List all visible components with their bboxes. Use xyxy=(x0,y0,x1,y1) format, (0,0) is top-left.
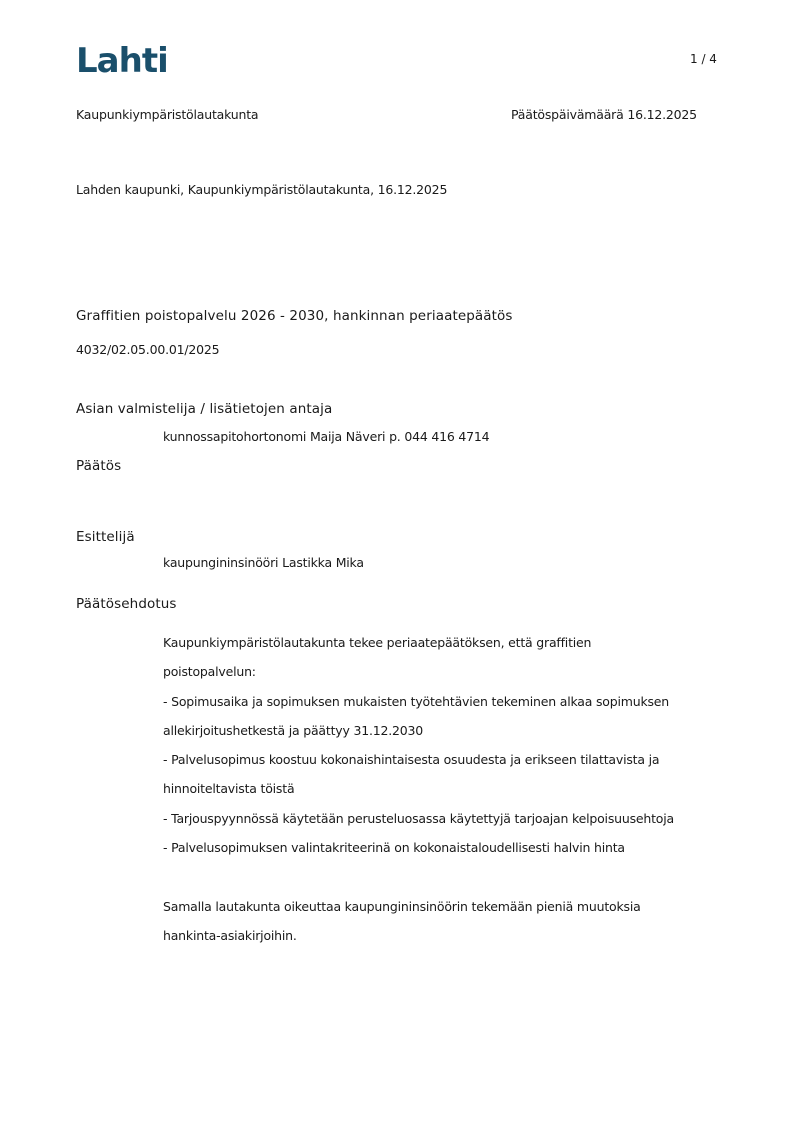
record-number: 4032/02.05.00.01/2025 xyxy=(76,342,220,357)
decision-date: Päätöspäivämäärä 16.12.2025 xyxy=(511,107,697,122)
preparer-heading: Asian valmistelija / lisätietojen antaja xyxy=(76,401,333,417)
proposal-line: - Sopimusaika ja sopimuksen mukaisten työtehtävien tekeminen alkaa sopimuksen xyxy=(163,693,670,709)
proposal-line: Kaupunkiympäristölautakunta tekee periaatepäätöksen, että graffitien xyxy=(163,635,592,650)
proposal-line: - Tarjouspyynnössä käytetään perusteluosassa käytettyjä tarjoajan kelpoisuusehtoja xyxy=(163,810,674,826)
closing-line: hankinta-asiakirjoihin. xyxy=(163,927,297,943)
proposal-line: - Palvelusopimuksen valintakriteerinä on kokonaistaloudellisesti halvin hinta xyxy=(163,840,625,856)
paragraph-gap xyxy=(163,862,733,891)
item-title: Graffitien poistopalvelu 2026 - 2030, hankinnan periaatepäätös xyxy=(76,308,513,324)
board-name: Kaupunkiympäristölautakunta xyxy=(76,107,259,122)
presenter-heading: Esittelijä xyxy=(76,529,135,545)
proposal-line: allekirjoitushetkestä ja päättyy 31.12.2030 xyxy=(163,722,424,738)
page-indicator: 1 / 4 xyxy=(690,52,717,66)
proposal-body xyxy=(163,628,733,950)
presenter-name: kaupungininsinööri Lastikka Mika xyxy=(163,555,364,570)
proposal-line: - Palvelusopimus koostuu kokonaishintaisesta osuudesta ja erikseen tilattavista ja xyxy=(163,752,660,768)
proposal-heading: Päätösehdotus xyxy=(76,596,177,612)
lahti-logo: Lahti xyxy=(76,41,168,81)
decision-heading: Päätös xyxy=(76,458,122,474)
meeting-line: Lahden kaupunki, Kaupunkiympäristölautakunta, 16.12.2025 xyxy=(76,182,448,197)
proposal-line: hinnoiteltavista töistä xyxy=(163,781,295,797)
preparer-name: kunnossapitohortonomi Maija Näveri p. 044 416 4714 xyxy=(163,429,490,444)
proposal-line: poistopalvelun: xyxy=(163,664,256,680)
closing-line: Samalla lautakunta oikeuttaa kaupungininsinöörin tekemään pieniä muutoksia xyxy=(163,898,641,914)
